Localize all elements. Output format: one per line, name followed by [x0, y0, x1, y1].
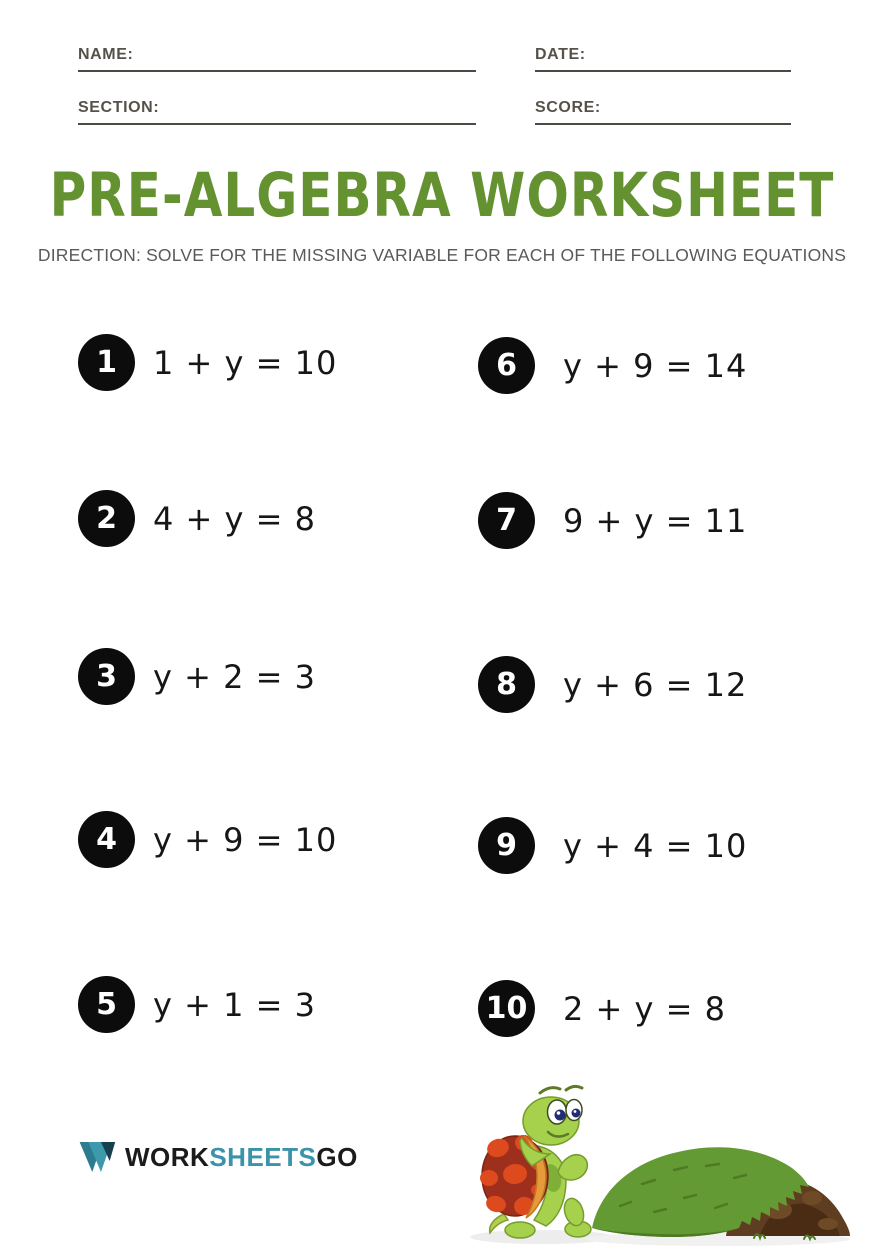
name-blank-line: [78, 70, 476, 72]
turtle-and-mound-illustration: [460, 1080, 884, 1250]
equation-text: y + 4 = 10: [563, 826, 748, 865]
problem-row-8: [478, 656, 747, 713]
problem-row-5: [78, 976, 316, 1033]
section-blank-line: [78, 123, 476, 125]
equation-text: y + 6 = 12: [563, 665, 748, 704]
problem-row-2: [78, 490, 316, 547]
problem-number-badge: 8: [478, 656, 535, 713]
equation-text: 1 + y = 10: [153, 343, 338, 382]
turtle: [480, 1086, 591, 1238]
problem-number-badge: 1: [78, 334, 135, 391]
turtle-illustration-svg: [460, 1080, 884, 1250]
logo-word-go: GO: [316, 1141, 358, 1172]
problem-number-badge: 5: [78, 976, 135, 1033]
equation-text: y + 2 = 3: [153, 657, 316, 696]
problem-row-6: [478, 337, 747, 394]
name-field: [78, 46, 476, 72]
equation-text: 9 + y = 11: [563, 501, 748, 540]
worksheetsgo-logo: [78, 1141, 358, 1173]
problem-row-4: [78, 811, 337, 868]
equation-text: y + 9 = 10: [153, 820, 338, 859]
date-label: DATE:: [535, 46, 586, 63]
equation-text: y + 9 = 14: [563, 346, 748, 385]
problem-number-badge: 4: [78, 811, 135, 868]
problem-row-3: [78, 648, 316, 705]
problem-number-badge: 3: [78, 648, 135, 705]
score-blank-line: [535, 123, 791, 125]
problem-row-9: [478, 817, 747, 874]
date-field: [535, 46, 791, 72]
name-label: NAME:: [78, 46, 134, 63]
problem-row-10: [478, 980, 726, 1037]
worksheetsgo-w-icon: [78, 1141, 116, 1173]
problem-row-7: [478, 492, 747, 549]
page-title: PRE-ALGEBRA WORKSHEET: [49, 160, 835, 231]
problem-number-badge: 7: [478, 492, 535, 549]
direction-text: DIRECTION: SOLVE FOR THE MISSING VARIABLE FOR EACH OF THE FOLLOWING EQUATIONS: [37, 245, 847, 265]
problem-row-1: [78, 334, 337, 391]
score-field: [535, 99, 791, 125]
problem-number-badge: 2: [78, 490, 135, 547]
logo-word-work: WORK: [125, 1141, 210, 1172]
date-blank-line: [535, 70, 791, 72]
equation-text: y + 1 = 3: [153, 985, 316, 1024]
section-label: SECTION:: [78, 99, 160, 116]
equation-text: 4 + y = 8: [153, 499, 316, 538]
section-field: [78, 99, 476, 125]
problem-number-badge: 10: [478, 980, 535, 1037]
problem-number-badge: 9: [478, 817, 535, 874]
logo-word-sheets: SHEETS: [209, 1141, 317, 1172]
problem-number-badge: 6: [478, 337, 535, 394]
score-label: SCORE:: [535, 99, 601, 116]
equation-text: 2 + y = 8: [563, 989, 726, 1028]
